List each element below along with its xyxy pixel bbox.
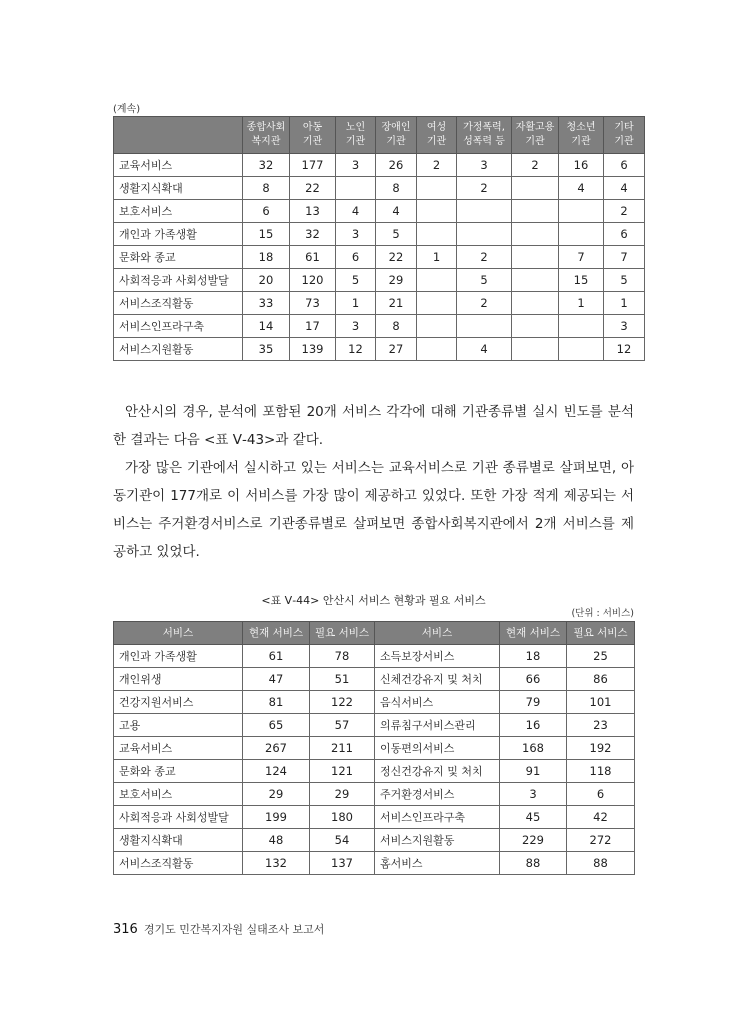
service-name-cell: 음식서비스 — [375, 691, 500, 714]
table-cell: 47 — [243, 668, 310, 691]
table-cell: 16 — [500, 714, 567, 737]
table-cell: 16 — [559, 154, 604, 177]
table-cell: 61 — [243, 645, 310, 668]
table-cell: 3 — [336, 223, 376, 246]
service-name-cell: 홈서비스 — [375, 852, 500, 875]
table-cell: 79 — [500, 691, 567, 714]
row-label-cell: 문화와 종교 — [114, 246, 243, 269]
table-row — [114, 292, 645, 315]
column-header-line: 기관 — [614, 136, 634, 147]
table-cell: 1 — [604, 292, 645, 315]
table-cell: 66 — [500, 668, 567, 691]
table-cell: 8 — [376, 177, 417, 200]
table-cell: 15 — [243, 223, 290, 246]
table-unit-label: (단위 : 서비스) — [571, 608, 634, 619]
table-cell: 211 — [310, 737, 375, 760]
table-cell: 6 — [604, 223, 645, 246]
table-cell — [417, 315, 457, 338]
column-header: 현재 서비스 — [500, 622, 567, 645]
table-cell: 120 — [290, 269, 336, 292]
continued-label: (계속) — [113, 104, 141, 115]
table-cell: 18 — [500, 645, 567, 668]
table-cell — [417, 269, 457, 292]
service-name-cell: 문화와 종교 — [114, 760, 243, 783]
column-header: 서비스 — [114, 622, 243, 645]
table-cell — [512, 223, 559, 246]
table-row — [114, 852, 635, 875]
table-cell — [512, 338, 559, 361]
service-name-cell: 정신건강유지 및 처치 — [375, 760, 500, 783]
column-header-line: 아동 — [302, 122, 323, 133]
table-cell: 88 — [500, 852, 567, 875]
table-header-row — [114, 622, 635, 645]
service-name-cell: 개인위생 — [114, 668, 243, 691]
row-label-cell: 개인과 가족생활 — [114, 223, 243, 246]
column-header: 현재 서비스 — [243, 622, 310, 645]
table-cell: 12 — [336, 338, 376, 361]
table-cell — [512, 315, 559, 338]
table-cell: 32 — [243, 154, 290, 177]
table-cell: 48 — [243, 829, 310, 852]
table-cell: 6 — [336, 246, 376, 269]
table-cell: 22 — [290, 177, 336, 200]
table-cell: 5 — [376, 223, 417, 246]
table-cell: 3 — [500, 783, 567, 806]
column-header-line: 성폭력 등 — [463, 136, 505, 147]
table-cell: 1 — [417, 246, 457, 269]
table-row — [114, 645, 635, 668]
table-cell — [336, 177, 376, 200]
table-cell: 81 — [243, 691, 310, 714]
column-header — [604, 117, 645, 154]
table-cell: 27 — [376, 338, 417, 361]
table-cell: 45 — [500, 806, 567, 829]
table-cell: 13 — [290, 200, 336, 223]
table-cell: 1 — [336, 292, 376, 315]
service-name-cell: 서비스조직활동 — [114, 852, 243, 875]
table-cell: 2 — [604, 200, 645, 223]
page-number: 316 — [113, 922, 138, 937]
column-header-line: 여성 — [426, 122, 447, 133]
table-cell: 23 — [567, 714, 635, 737]
column-header — [457, 117, 512, 154]
table-cell: 4 — [604, 177, 645, 200]
table-row — [114, 714, 635, 737]
column-header-line: 노인 — [345, 122, 366, 133]
table-cell: 101 — [567, 691, 635, 714]
table-cell: 88 — [567, 852, 635, 875]
table-cell: 35 — [243, 338, 290, 361]
table-cell: 177 — [290, 154, 336, 177]
table-cell: 5 — [336, 269, 376, 292]
table-caption: <표 Ⅴ-44> 안산시 서비스 현황과 필요 서비스 — [261, 594, 486, 607]
table-cell: 137 — [310, 852, 375, 875]
table-cell: 3 — [336, 154, 376, 177]
table-cell: 2 — [512, 154, 559, 177]
table-cell: 267 — [243, 737, 310, 760]
table-cell — [417, 177, 457, 200]
column-header: 필요 서비스 — [310, 622, 375, 645]
table-cell: 180 — [310, 806, 375, 829]
row-label-cell: 보호서비스 — [114, 200, 243, 223]
row-label-cell: 서비스인프라구축 — [114, 315, 243, 338]
table-cell: 25 — [567, 645, 635, 668]
paragraph-detail: 가장 많은 기관에서 실시하고 있는 서비스는 교육서비스로 기관 종류별로 살펴보면, 아동기관이 177개로 이 서비스를 가장 많이 제공하고 있었다. 또한 가장 적게 제공되는 서비스는 주거환경서비스로 기관종류별로 살펴보면 종합사회복지관에서 2개 서비스를 제공하고 있었다. — [113, 460, 634, 560]
table-row — [114, 691, 635, 714]
table-cell: 122 — [310, 691, 375, 714]
table-header-row — [114, 117, 645, 154]
column-header — [417, 117, 457, 154]
table-cell: 61 — [290, 246, 336, 269]
service-name-cell: 건강지원서비스 — [114, 691, 243, 714]
table-cell: 7 — [559, 246, 604, 269]
column-header — [559, 117, 604, 154]
report-title: 경기도 민간복지자원 실태조사 보고서 — [143, 923, 325, 936]
column-header-line: 청소년 — [566, 122, 596, 133]
table-cell — [559, 200, 604, 223]
table-cell: 26 — [376, 154, 417, 177]
table-row — [114, 737, 635, 760]
service-name-cell: 고용 — [114, 714, 243, 737]
table-row — [114, 338, 645, 361]
table-cell: 42 — [567, 806, 635, 829]
page-footer — [113, 921, 324, 937]
table-row — [114, 806, 635, 829]
table-cell: 121 — [310, 760, 375, 783]
table-cell: 5 — [457, 269, 512, 292]
row-label-cell: 사회적응과 사회성발달 — [114, 269, 243, 292]
table-row — [114, 315, 645, 338]
column-header-line: 기관 — [571, 136, 591, 147]
table-row — [114, 246, 645, 269]
column-header: 필요 서비스 — [567, 622, 635, 645]
table-cell — [457, 315, 512, 338]
table-cell: 124 — [243, 760, 310, 783]
agency-service-frequency-table — [113, 116, 645, 361]
table-cell — [417, 292, 457, 315]
table-cell: 6 — [243, 200, 290, 223]
table-row — [114, 177, 645, 200]
table-cell: 272 — [567, 829, 635, 852]
row-label-cell: 서비스조직활동 — [114, 292, 243, 315]
service-name-cell: 교육서비스 — [114, 737, 243, 760]
table-cell: 86 — [567, 668, 635, 691]
table-row — [114, 154, 645, 177]
table-cell — [417, 223, 457, 246]
table-cell: 118 — [567, 760, 635, 783]
table-cell: 168 — [500, 737, 567, 760]
table-cell — [417, 338, 457, 361]
table-cell: 8 — [376, 315, 417, 338]
table-cell: 29 — [243, 783, 310, 806]
table-cell: 5 — [604, 269, 645, 292]
service-name-cell: 개인과 가족생활 — [114, 645, 243, 668]
service-name-cell: 이동편의서비스 — [375, 737, 500, 760]
column-header-line: 종합사회 — [246, 122, 286, 133]
service-name-cell: 생활지식확대 — [114, 829, 243, 852]
column-header — [336, 117, 376, 154]
table-cell: 2 — [417, 154, 457, 177]
column-header-line: 기관 — [386, 136, 406, 147]
table-row — [114, 223, 645, 246]
table-cell: 3 — [457, 154, 512, 177]
column-header — [243, 117, 290, 154]
table-row — [114, 269, 645, 292]
service-name-cell: 주거환경서비스 — [375, 783, 500, 806]
table-cell: 21 — [376, 292, 417, 315]
table-cell: 7 — [604, 246, 645, 269]
table-cell: 29 — [310, 783, 375, 806]
column-header — [376, 117, 417, 154]
service-status-table — [113, 621, 635, 875]
table-cell: 18 — [243, 246, 290, 269]
column-header-line: 기관 — [426, 136, 447, 147]
table-cell: 2 — [457, 246, 512, 269]
table-cell: 33 — [243, 292, 290, 315]
table-cell: 1 — [559, 292, 604, 315]
table-cell: 139 — [290, 338, 336, 361]
table-cell — [512, 200, 559, 223]
table-cell: 2 — [457, 292, 512, 315]
table-cell: 65 — [243, 714, 310, 737]
table-cell: 12 — [604, 338, 645, 361]
table-cell: 192 — [567, 737, 635, 760]
table-cell: 51 — [310, 668, 375, 691]
column-header-line: 기타 — [614, 122, 634, 133]
table-cell — [457, 223, 512, 246]
table-cell: 54 — [310, 829, 375, 852]
table-cell — [512, 177, 559, 200]
table-cell: 15 — [559, 269, 604, 292]
column-header-line: 가정폭력, — [463, 122, 505, 133]
table-cell: 91 — [500, 760, 567, 783]
table-cell: 3 — [604, 315, 645, 338]
table-cell: 3 — [336, 315, 376, 338]
row-label-cell: 서비스지원활동 — [114, 338, 243, 361]
table-cell — [559, 338, 604, 361]
row-label-cell: 생활지식확대 — [114, 177, 243, 200]
table-cell: 132 — [243, 852, 310, 875]
table-cell: 199 — [243, 806, 310, 829]
table-cell: 4 — [376, 200, 417, 223]
table-cell — [457, 200, 512, 223]
table-row — [114, 668, 635, 691]
table-cell: 57 — [310, 714, 375, 737]
table-cell — [512, 292, 559, 315]
table-cell — [559, 223, 604, 246]
table-cell — [512, 246, 559, 269]
table-cell: 22 — [376, 246, 417, 269]
column-header-line: 장애인 — [381, 122, 411, 133]
column-header-line: 자활고용 — [515, 122, 555, 133]
service-name-cell: 신체건강유지 및 처치 — [375, 668, 500, 691]
table-cell: 32 — [290, 223, 336, 246]
table-cell — [559, 315, 604, 338]
column-header — [114, 117, 243, 154]
column-header — [512, 117, 559, 154]
table-cell: 2 — [457, 177, 512, 200]
column-header-line: 기관 — [525, 136, 545, 147]
table-cell: 20 — [243, 269, 290, 292]
row-label-cell: 교육서비스 — [114, 154, 243, 177]
table-cell: 17 — [290, 315, 336, 338]
table-cell: 78 — [310, 645, 375, 668]
table-row — [114, 829, 635, 852]
column-header: 서비스 — [375, 622, 500, 645]
column-header — [290, 117, 336, 154]
table-cell — [417, 200, 457, 223]
table-cell — [512, 269, 559, 292]
table-row — [114, 760, 635, 783]
service-name-cell: 서비스지원활동 — [375, 829, 500, 852]
table-cell: 4 — [559, 177, 604, 200]
table-cell: 14 — [243, 315, 290, 338]
table-row — [114, 783, 635, 806]
table-cell: 73 — [290, 292, 336, 315]
service-name-cell: 보호서비스 — [114, 783, 243, 806]
table-cell: 8 — [243, 177, 290, 200]
service-name-cell: 사회적응과 사회성발달 — [114, 806, 243, 829]
table-row — [114, 200, 645, 223]
table-cell: 29 — [376, 269, 417, 292]
table-cell: 4 — [457, 338, 512, 361]
paragraph-summary: 안산시의 경우, 분석에 포함된 20개 서비스 각각에 대해 기관종류별 실시 빈도를 분석한 결과는 다음 <표 Ⅴ-43>과 같다. — [113, 404, 634, 448]
column-header-line: 복지관 — [251, 136, 281, 147]
service-name-cell: 서비스인프라구축 — [375, 806, 500, 829]
table-cell: 6 — [604, 154, 645, 177]
service-name-cell: 소득보장서비스 — [375, 645, 500, 668]
table-cell: 6 — [567, 783, 635, 806]
column-header-line: 기관 — [302, 136, 323, 147]
service-name-cell: 의류침구서비스관리 — [375, 714, 500, 737]
column-header-line: 기관 — [345, 136, 366, 147]
table-cell: 229 — [500, 829, 567, 852]
table-cell: 4 — [336, 200, 376, 223]
